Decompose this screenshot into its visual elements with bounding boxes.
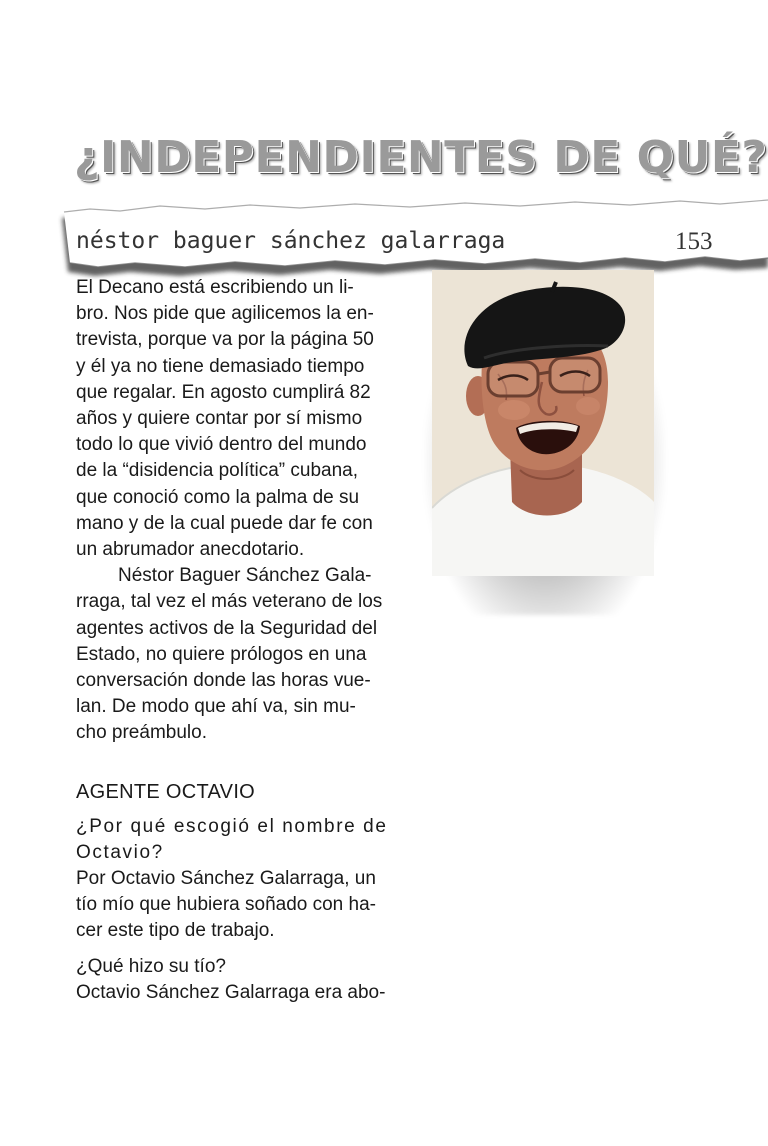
author-name: néstor baguer sánchez galarraga: [76, 228, 506, 254]
question-1: ¿Por qué escogió el nombre de Octavio?: [76, 815, 388, 863]
article-body: [76, 275, 404, 1006]
question-2: ¿Qué hizo su tío?: [76, 955, 226, 977]
torn-paper-strip: [0, 0, 768, 300]
portrait-illustration: [432, 270, 654, 576]
book-title: ¿INDEPENDIENTES DE QUÉ?: [74, 132, 768, 183]
portrait-photo: [432, 270, 654, 576]
second-paragraph: Néstor Baguer Sánchez Gala- rraga, tal vez el más veterano de los agentes activos de la Seguridad del Estado, no quiere prólogos en una conversación donde las horas vue- lan. De modo que ahí va, sin mu- cho preámbulo.: [76, 565, 383, 744]
page-number: 153: [675, 228, 713, 255]
answer-1: Por Octavio Sánchez Galarraga, un tío mío que hubiera soñado con ha- cer este tipo de trabajo.: [76, 868, 376, 942]
intro-paragraph: El Decano está escribiendo un li- bro. Nos pide que agilicemos la en- trevista, porque va por la página 50 y él ya no tiene demasiado tiempo que regalar. En agosto cumplirá 82 años y quiere contar por sí mismo todo lo que vivió dentro del mundo de la “disidencia política” cubana, que conoció como la palma de su mano y de la cual puede dar fe con un abrumador anecdotario.: [76, 277, 374, 561]
answer-2: Octavio Sánchez Galarraga era abo-: [76, 981, 386, 1003]
section-heading: AGENTE OCTAVIO: [76, 780, 256, 803]
